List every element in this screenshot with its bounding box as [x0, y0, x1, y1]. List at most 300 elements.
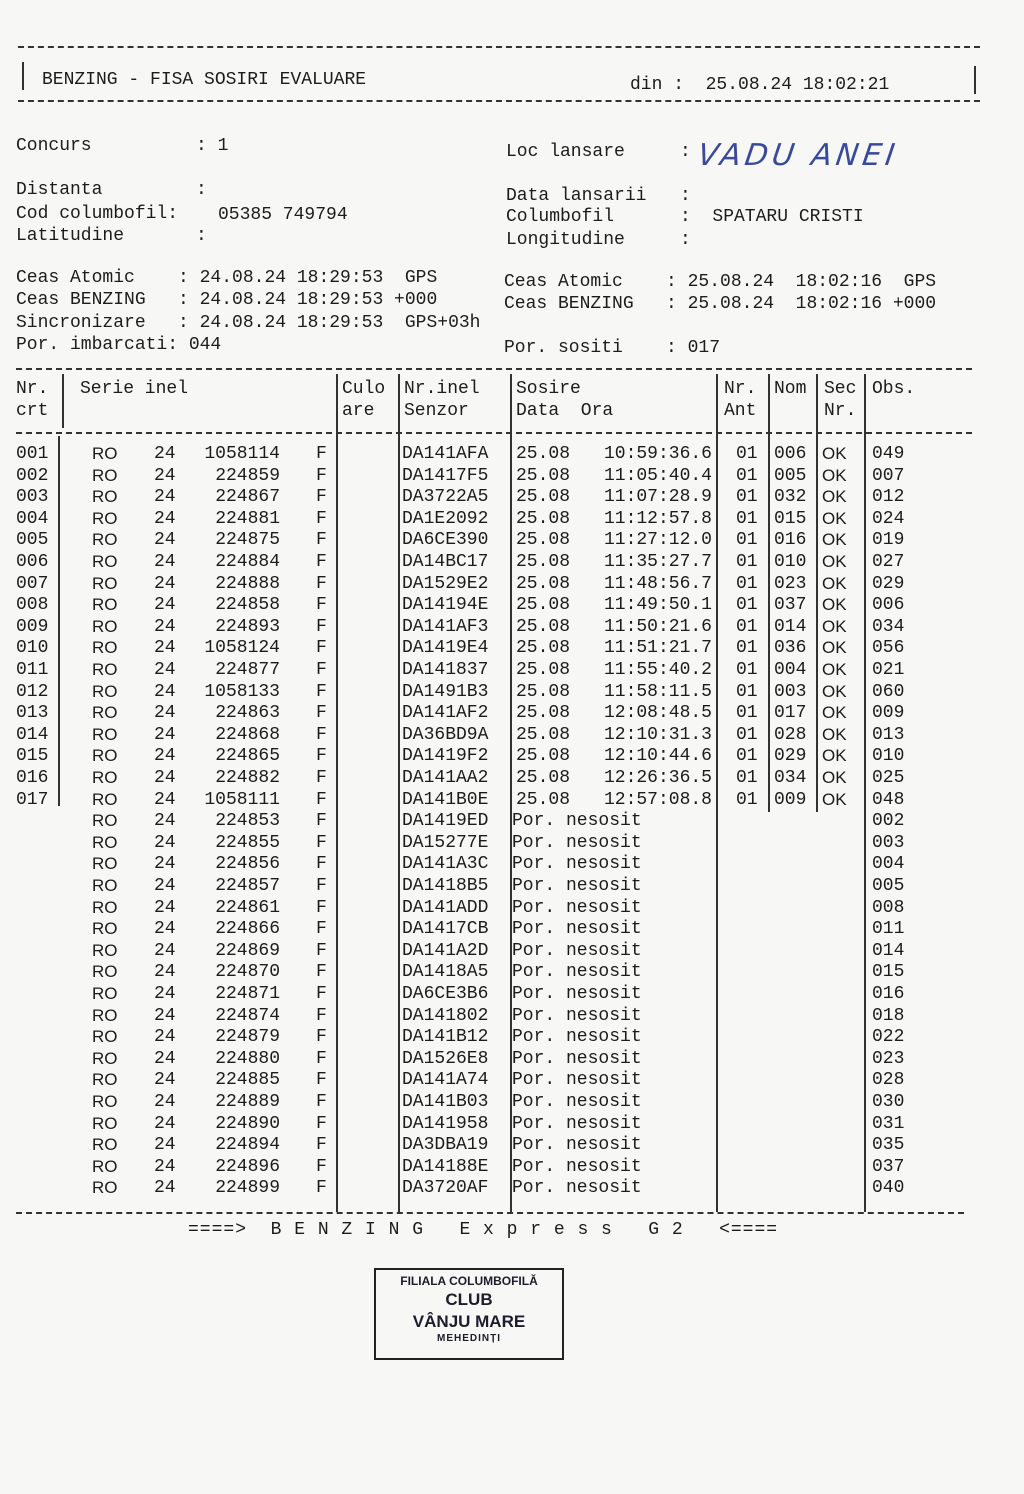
row-sex: F: [316, 940, 327, 961]
row-country: RO: [92, 897, 118, 917]
col-rule: [62, 374, 64, 428]
row-sex: F: [316, 487, 327, 508]
row-year: 24: [154, 530, 176, 551]
row-tag: DA1419F2: [402, 746, 489, 767]
row-obs: 021: [872, 660, 905, 680]
row-sex: F: [316, 1135, 327, 1156]
distanta-value: :: [196, 180, 207, 200]
table-row: [0, 768, 1024, 790]
data-lansarii-label: Data lansarii: [506, 186, 647, 206]
row-year: 24: [154, 660, 176, 680]
table-row: [0, 790, 1024, 812]
latitudine-label: Latitudine: [16, 226, 125, 246]
row-tag: DA141802: [402, 1005, 489, 1026]
header-left-border: [22, 62, 24, 90]
row-sec: OK: [822, 703, 847, 723]
row-sec: OK: [822, 616, 847, 636]
table-row: [0, 876, 1024, 898]
row-year: 24: [154, 811, 176, 832]
row-tag: DA141B03: [402, 1092, 489, 1112]
row-sec: OK: [822, 508, 847, 528]
row-ring: 224869: [215, 940, 280, 961]
row-year: 24: [154, 1178, 176, 1199]
row-time: 12:26:36.5: [603, 768, 712, 788]
row-country: RO: [92, 573, 118, 593]
row-year: 24: [154, 1113, 176, 1134]
latitudine-value: :: [196, 226, 207, 246]
row-nr: 007: [16, 573, 49, 594]
row-ring: 224867: [215, 487, 280, 508]
table-row: [0, 1178, 1024, 1200]
row-ring: 224861: [215, 897, 280, 918]
row-tag: DA6CE390: [402, 530, 489, 551]
data-lansarii-value: :: [680, 186, 691, 206]
row-obs: 022: [872, 1027, 905, 1048]
row-obs: 015: [872, 962, 905, 983]
row-ring: 1058111: [204, 789, 280, 810]
row-sec: OK: [822, 573, 847, 593]
row-obs: 056: [872, 638, 905, 659]
row-tag: DA141A3C: [402, 854, 489, 875]
row-sex: F: [316, 1092, 327, 1112]
club-stamp: [374, 1268, 564, 1360]
row-status: Por. nesosit: [512, 1092, 642, 1112]
row-ant: 01: [736, 573, 758, 594]
row-date: 25.08: [516, 681, 571, 702]
table-row: [0, 444, 1024, 466]
stamp-line-1: FILIALA COLUMBOFILĂ: [400, 1274, 538, 1288]
row-time: 11:51:21.7: [603, 638, 712, 659]
row-date: 25.08: [516, 703, 571, 724]
row-ring: 224856: [215, 854, 280, 875]
row-obs: 013: [872, 724, 905, 745]
th-nom: Nom: [774, 379, 807, 399]
row-country: RO: [92, 508, 118, 528]
longitudine-label: Longitudine: [506, 230, 625, 250]
row-tag: DA1419ED: [402, 811, 489, 832]
row-obs: 011: [872, 919, 905, 940]
row-obs: 048: [872, 789, 905, 810]
columbofil-label: Columbofil: [506, 207, 615, 227]
header-bottom-border: [18, 100, 980, 102]
row-ant: 01: [736, 724, 758, 745]
row-year: 24: [154, 638, 176, 659]
row-obs: 014: [872, 940, 905, 961]
table-row: [0, 725, 1024, 747]
row-status: Por. nesosit: [512, 984, 642, 1004]
row-time: 11:58:11.5: [603, 681, 712, 702]
th-sec-nr: Sec Nr.: [824, 379, 857, 421]
row-country: RO: [92, 1092, 118, 1111]
row-status: Por. nesosit: [512, 1070, 642, 1091]
row-obs: 009: [872, 703, 905, 724]
row-sec: OK: [822, 552, 847, 571]
row-ring: 224868: [215, 724, 280, 745]
row-tag: DA141AA2: [402, 768, 489, 788]
row-ring: 1058124: [204, 638, 280, 659]
row-time: 11:07:28.9: [603, 487, 712, 508]
row-tag: DA1E2092: [402, 508, 489, 529]
row-year: 24: [154, 1005, 176, 1026]
row-country: RO: [92, 444, 118, 463]
row-ring: 224888: [215, 573, 280, 594]
row-status: Por. nesosit: [512, 1178, 642, 1199]
row-tag: DA3DBA19: [402, 1135, 489, 1156]
table-row: [0, 984, 1024, 1006]
row-nr: 016: [16, 768, 49, 788]
row-tag: DA141ADD: [402, 897, 489, 918]
row-tag: DA1419E4: [402, 638, 489, 659]
row-sex: F: [316, 638, 327, 659]
header-right-border: [974, 66, 976, 94]
row-ring: 224893: [215, 616, 280, 637]
row-time: 11:05:40.4: [603, 465, 712, 486]
row-tag: DA141A74: [402, 1070, 489, 1091]
row-time: 10:59:36.6: [603, 444, 712, 464]
row-tag: DA141A2D: [402, 940, 489, 961]
row-country: RO: [92, 1156, 118, 1176]
row-sex: F: [316, 832, 327, 853]
row-date: 25.08: [516, 724, 571, 745]
row-obs: 012: [872, 487, 905, 508]
row-country: RO: [92, 1135, 118, 1155]
row-year: 24: [154, 1092, 176, 1112]
row-date: 25.08: [516, 595, 571, 616]
row-time: 12:57:08.8: [603, 789, 712, 810]
row-sex: F: [316, 724, 327, 745]
table-row: [0, 1135, 1024, 1157]
row-sec: OK: [822, 638, 847, 658]
row-status: Por. nesosit: [512, 1048, 642, 1069]
row-status: Por. nesosit: [512, 1005, 642, 1026]
row-country: RO: [92, 832, 118, 852]
row-ant: 01: [736, 552, 758, 572]
porumbei-sositi: Por. sositi : 017: [504, 338, 721, 358]
table-row: [0, 811, 1024, 833]
th-nr-inel-senzor: Nr.inel Senzor: [404, 379, 480, 421]
row-ring: 224874: [215, 1005, 280, 1026]
row-ant: 01: [736, 595, 758, 616]
row-country: RO: [92, 487, 118, 507]
row-ring: 224857: [215, 876, 280, 896]
row-sex: F: [316, 616, 327, 637]
row-tag: DA141AFA: [402, 444, 489, 464]
row-date: 25.08: [516, 508, 571, 529]
row-sex: F: [316, 681, 327, 702]
row-nom: 034: [774, 768, 807, 788]
ceas-atomic-left: Ceas Atomic : 24.08.24 18:29:53 GPS: [16, 268, 438, 288]
row-tag: DA3720AF: [402, 1178, 489, 1199]
distanta-label: Distanta: [16, 180, 103, 200]
row-status: Por. nesosit: [512, 962, 642, 983]
row-sex: F: [316, 660, 327, 680]
row-ring: 224870: [215, 962, 280, 983]
row-country: RO: [92, 681, 118, 701]
row-tag: DA141AF3: [402, 616, 489, 637]
footer-benzing-express: ====> B E N Z I N G E x p r e s s G 2 <====: [188, 1220, 779, 1240]
row-country: RO: [92, 465, 118, 485]
row-sex: F: [316, 530, 327, 551]
row-sec: OK: [822, 724, 847, 744]
row-country: RO: [92, 616, 118, 636]
th-sosire: Sosire Data Ora: [516, 379, 614, 421]
table-row: [0, 574, 1024, 596]
row-country: RO: [92, 940, 118, 960]
row-nom: 014: [774, 616, 807, 637]
row-tag: DA6CE3B6: [402, 984, 489, 1004]
row-year: 24: [154, 897, 176, 918]
table-row: [0, 941, 1024, 963]
row-sec: OK: [822, 487, 847, 507]
th-culoare: Culo are: [342, 379, 386, 421]
row-obs: 029: [872, 573, 905, 594]
row-tag: DA1526E8: [402, 1048, 489, 1069]
row-status: Por. nesosit: [512, 919, 642, 940]
row-year: 24: [154, 444, 176, 464]
row-obs: 005: [872, 876, 905, 896]
row-date: 25.08: [516, 746, 571, 767]
row-year: 24: [154, 746, 176, 767]
row-time: 11:48:56.7: [603, 573, 712, 594]
row-country: RO: [92, 746, 118, 766]
row-date: 25.08: [516, 616, 571, 637]
row-country: RO: [92, 789, 118, 809]
row-status: Por. nesosit: [512, 940, 642, 961]
row-obs: 018: [872, 1005, 905, 1026]
row-obs: 007: [872, 465, 905, 486]
row-sex: F: [316, 573, 327, 594]
row-obs: 010: [872, 746, 905, 767]
row-country: RO: [92, 811, 118, 831]
row-nr: 008: [16, 595, 49, 616]
row-tag: DA15277E: [402, 832, 489, 853]
row-obs: 031: [872, 1113, 905, 1134]
row-ant: 01: [736, 508, 758, 529]
row-ant: 01: [736, 638, 758, 659]
table-top-border: [16, 368, 972, 370]
row-ring: 224896: [215, 1156, 280, 1177]
row-status: Por. nesosit: [512, 854, 642, 875]
row-obs: 025: [872, 768, 905, 788]
row-tag: DA14188E: [402, 1156, 489, 1177]
row-date: 25.08: [516, 465, 571, 486]
row-ant: 01: [736, 487, 758, 508]
row-sex: F: [316, 746, 327, 767]
row-sec: OK: [822, 444, 847, 463]
row-ant: 01: [736, 444, 758, 464]
row-obs: 004: [872, 854, 905, 875]
row-sex: F: [316, 811, 327, 832]
row-ring: 224885: [215, 1070, 280, 1091]
row-year: 24: [154, 854, 176, 875]
row-sec: OK: [822, 595, 847, 615]
row-sex: F: [316, 1113, 327, 1134]
row-sec: OK: [822, 660, 847, 679]
row-nr: 011: [16, 660, 49, 680]
row-ant: 01: [736, 465, 758, 486]
row-tag: DA3722A5: [402, 487, 489, 508]
table-header-bottom-border: [16, 432, 972, 434]
row-year: 24: [154, 681, 176, 702]
row-status: Por. nesosit: [512, 1113, 642, 1134]
row-ant: 01: [736, 616, 758, 637]
stamp-line-3: VÂNJU MARE: [412, 1312, 526, 1331]
row-nom: 010: [774, 552, 807, 572]
row-ring: 224882: [215, 768, 280, 788]
report-title: BENZING - FISA SOSIRI EVALUARE: [42, 70, 367, 90]
row-ant: 01: [736, 681, 758, 702]
row-date: 25.08: [516, 487, 571, 508]
loc-lansare-label: Loc lansare: [506, 142, 625, 162]
table-row: [0, 660, 1024, 682]
row-sex: F: [316, 984, 327, 1004]
stamp-line-2: CLUB: [445, 1290, 493, 1309]
row-year: 24: [154, 1048, 176, 1069]
row-sex: F: [316, 1048, 327, 1069]
row-status: Por. nesosit: [512, 832, 642, 853]
row-ring: 224884: [215, 552, 280, 572]
table-row: [0, 746, 1024, 768]
row-ring: 224859: [215, 465, 280, 486]
row-year: 24: [154, 616, 176, 637]
row-sex: F: [316, 1005, 327, 1026]
columbofil-value: : SPATARU CRISTI: [680, 207, 864, 227]
table-row: [0, 833, 1024, 855]
ceas-benzing-right: Ceas BENZING : 25.08.24 18:02:16 +000: [504, 294, 937, 314]
row-nr: 004: [16, 508, 49, 529]
row-country: RO: [92, 876, 118, 895]
row-year: 24: [154, 832, 176, 853]
row-sex: F: [316, 508, 327, 529]
table-row: [0, 1157, 1024, 1179]
table-row: [0, 1027, 1024, 1049]
row-year: 24: [154, 1070, 176, 1091]
row-nom: 037: [774, 595, 807, 616]
row-ring: 224899: [215, 1178, 280, 1199]
row-date: 25.08: [516, 789, 571, 810]
row-sex: F: [316, 1070, 327, 1091]
row-year: 24: [154, 573, 176, 594]
porumbei-imbarcati: Por. imbarcati: 044: [16, 335, 222, 355]
row-sec: OK: [822, 465, 847, 485]
row-tag: DA1529E2: [402, 573, 489, 594]
row-ant: 01: [736, 703, 758, 724]
row-year: 24: [154, 789, 176, 810]
row-nr: 003: [16, 487, 49, 508]
table-row: [0, 703, 1024, 725]
th-nr-crt: Nr. crt: [16, 379, 49, 421]
row-obs: 035: [872, 1135, 905, 1156]
row-sec: OK: [822, 768, 847, 787]
row-sec: OK: [822, 789, 847, 809]
row-nr: 006: [16, 552, 49, 572]
row-ring: 224866: [215, 919, 280, 940]
row-country: RO: [92, 984, 118, 1003]
row-ring: 224877: [215, 660, 280, 680]
row-country: RO: [92, 919, 118, 939]
table-row: [0, 962, 1024, 984]
ceas-benzing-left: Ceas BENZING : 24.08.24 18:29:53 +000: [16, 290, 438, 310]
row-obs: 040: [872, 1178, 905, 1199]
row-time: 11:49:50.1: [603, 595, 712, 616]
row-year: 24: [154, 876, 176, 896]
th-serie-inel: Serie inel: [80, 379, 189, 399]
table-row: [0, 898, 1024, 920]
row-sex: F: [316, 1027, 327, 1048]
row-nom: 015: [774, 508, 807, 529]
table-row: [0, 595, 1024, 617]
row-ring: 224889: [215, 1092, 280, 1112]
row-date: 25.08: [516, 768, 571, 788]
row-time: 12:08:48.5: [603, 703, 712, 724]
table-row: [0, 1092, 1024, 1114]
row-sex: F: [316, 962, 327, 983]
row-status: Por. nesosit: [512, 811, 642, 832]
row-tag: DA141AF2: [402, 703, 489, 724]
row-tag: DA1417CB: [402, 919, 489, 940]
table-row: [0, 552, 1024, 574]
table-row: [0, 487, 1024, 509]
row-year: 24: [154, 1027, 176, 1048]
row-ring: 224865: [215, 746, 280, 767]
row-year: 24: [154, 703, 176, 724]
table-row: [0, 682, 1024, 704]
row-obs: 008: [872, 897, 905, 918]
row-tag: DA141B12: [402, 1027, 489, 1048]
table-row: [0, 854, 1024, 876]
loc-lansare-sep: :: [680, 142, 691, 162]
row-country: RO: [92, 1048, 118, 1068]
row-obs: 049: [872, 444, 905, 464]
row-ant: 01: [736, 530, 758, 551]
row-tag: DA141B0E: [402, 789, 489, 810]
row-nom: 004: [774, 660, 807, 680]
row-obs: 030: [872, 1092, 905, 1112]
row-sex: F: [316, 789, 327, 810]
row-time: 11:55:40.2: [603, 660, 712, 680]
row-sec: OK: [822, 530, 847, 550]
row-year: 24: [154, 962, 176, 983]
row-obs: 023: [872, 1048, 905, 1069]
row-nom: 023: [774, 573, 807, 594]
row-obs: 028: [872, 1070, 905, 1091]
row-sex: F: [316, 552, 327, 572]
row-year: 24: [154, 465, 176, 486]
row-year: 24: [154, 1135, 176, 1156]
row-date: 25.08: [516, 444, 571, 464]
row-ant: 01: [736, 789, 758, 810]
row-nr: 009: [16, 616, 49, 637]
row-tag: DA1418B5: [402, 876, 489, 896]
row-time: 12:10:44.6: [603, 746, 712, 767]
loc-lansare-handwritten: VADU ANEI: [695, 138, 901, 173]
row-country: RO: [92, 1178, 118, 1198]
table-bottom-border: [16, 1212, 964, 1214]
longitudine-value: :: [680, 230, 691, 250]
row-sex: F: [316, 768, 327, 788]
th-obs: Obs.: [872, 379, 916, 399]
row-ring: 1058114: [204, 444, 280, 464]
row-year: 24: [154, 940, 176, 961]
row-country: RO: [92, 854, 118, 874]
row-obs: 016: [872, 984, 905, 1004]
row-year: 24: [154, 487, 176, 508]
row-nom: 016: [774, 530, 807, 551]
row-nom: 006: [774, 444, 807, 464]
row-nom: 009: [774, 789, 807, 810]
row-year: 24: [154, 724, 176, 745]
row-country: RO: [92, 595, 118, 615]
